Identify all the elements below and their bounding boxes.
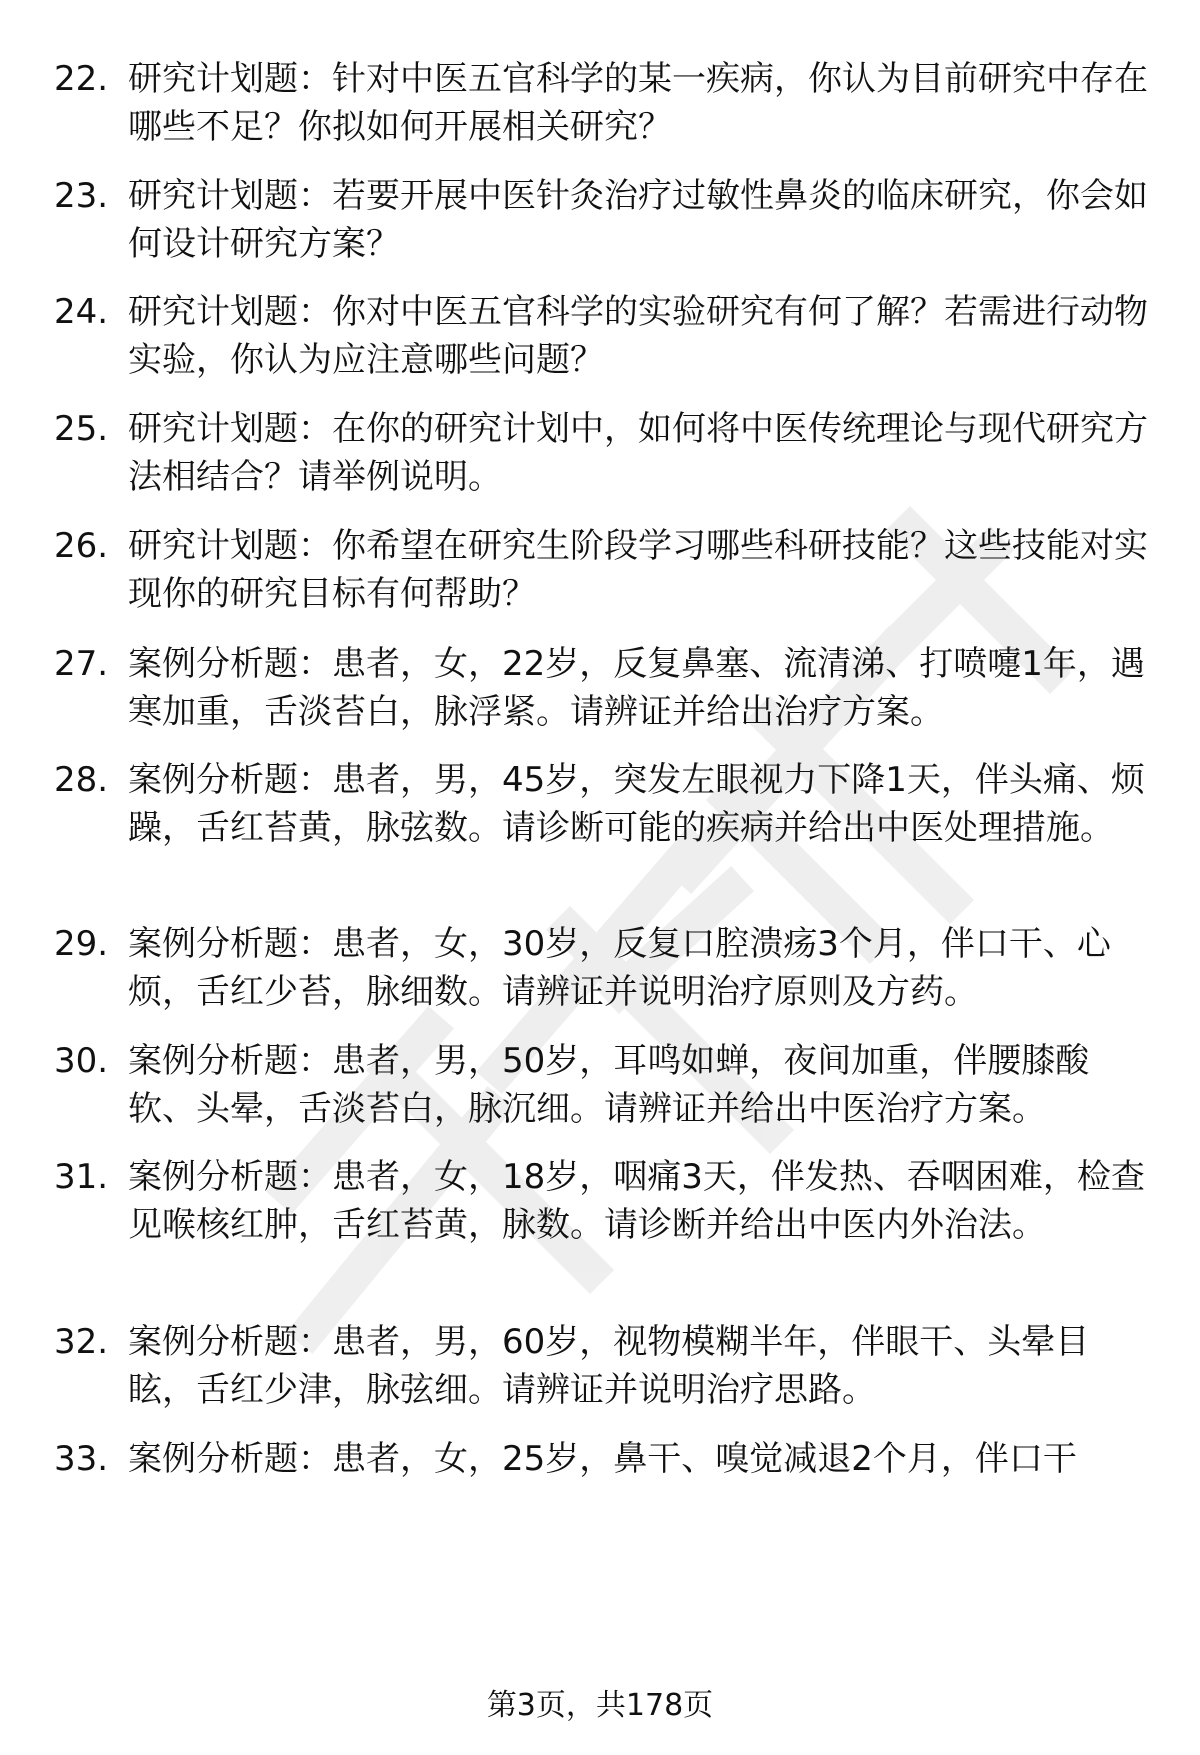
question-text: 案例分析题：患者，女，22岁，反复鼻塞、流清涕、打喷嚏1年，遇寒加重，舌淡苔白，脉浮紧。请辨证并给出治疗方案。 (128, 644, 1145, 732)
question-text: 研究计划题：你希望在研究生阶段学习哪些科研技能？这些技能对实现你的研究目标有何帮助？ (128, 526, 1148, 614)
question-text: 案例分析题：患者，男，60岁，视物模糊半年，伴眼干、头晕目眩，舌红少津，脉弦细。请辨证并说明治疗思路。 (128, 1322, 1090, 1410)
question-number: 28. (54, 760, 109, 800)
question-number: 32. (54, 1322, 109, 1362)
question-number: 25. (54, 409, 109, 449)
question-text: 案例分析题：患者，男，50岁，耳鸣如蝉，夜间加重，伴腰膝酸软、头晕，舌淡苔白，脉沉细。请辨证并给出中医治疗方案。 (128, 1041, 1090, 1129)
question-number: 26. (54, 526, 109, 566)
question-text: 研究计划题：在你的研究计划中，如何将中医传统理论与现代研究方法相结合？请举例说明。 (128, 409, 1148, 497)
question-number: 31. (54, 1157, 109, 1197)
question-text: 研究计划题：若要开展中医针灸治疗过敏性鼻炎的临床研究，你会如何设计研究方案？ (128, 176, 1148, 264)
question-number: 27. (54, 644, 109, 684)
question-number: 24. (54, 292, 109, 332)
question-number: 23. (54, 176, 109, 216)
page-footer: 第3页，共178页 (486, 1688, 714, 1723)
question-number: 29. (54, 924, 109, 964)
question-number: 33. (54, 1439, 109, 1479)
question-number: 30. (54, 1041, 109, 1081)
question-text: 研究计划题：你对中医五官科学的实验研究有何了解？若需进行动物实验，你认为应注意哪些问题？ (128, 292, 1148, 380)
question-text: 案例分析题：患者，女，25岁，鼻干、嗅觉减退2个月，伴口干 (128, 1439, 1077, 1479)
question-text: 案例分析题：患者，女，30岁，反复口腔溃疡3个月，伴口干、心烦，舌红少苔，脉细数。请辨证并说明治疗原则及方药。 (128, 924, 1111, 1012)
question-text: 案例分析题：患者，男，45岁，突发左眼视力下降1天，伴头痛、烦躁，舌红苔黄，脉弦数。请诊断可能的疾病并给出中医处理措施。 (128, 760, 1145, 848)
question-text: 案例分析题：患者，女，18岁，咽痛3天，伴发热、吞咽困难，检查见喉核红肿，舌红苔黄，脉数。请诊断并给出中医内外治法。 (128, 1157, 1145, 1245)
question-text: 研究计划题：针对中医五官科学的某一疾病，你认为目前研究中存在哪些不足？你拟如何开展相关研究？ (128, 59, 1148, 147)
question-number: 22. (54, 59, 109, 99)
